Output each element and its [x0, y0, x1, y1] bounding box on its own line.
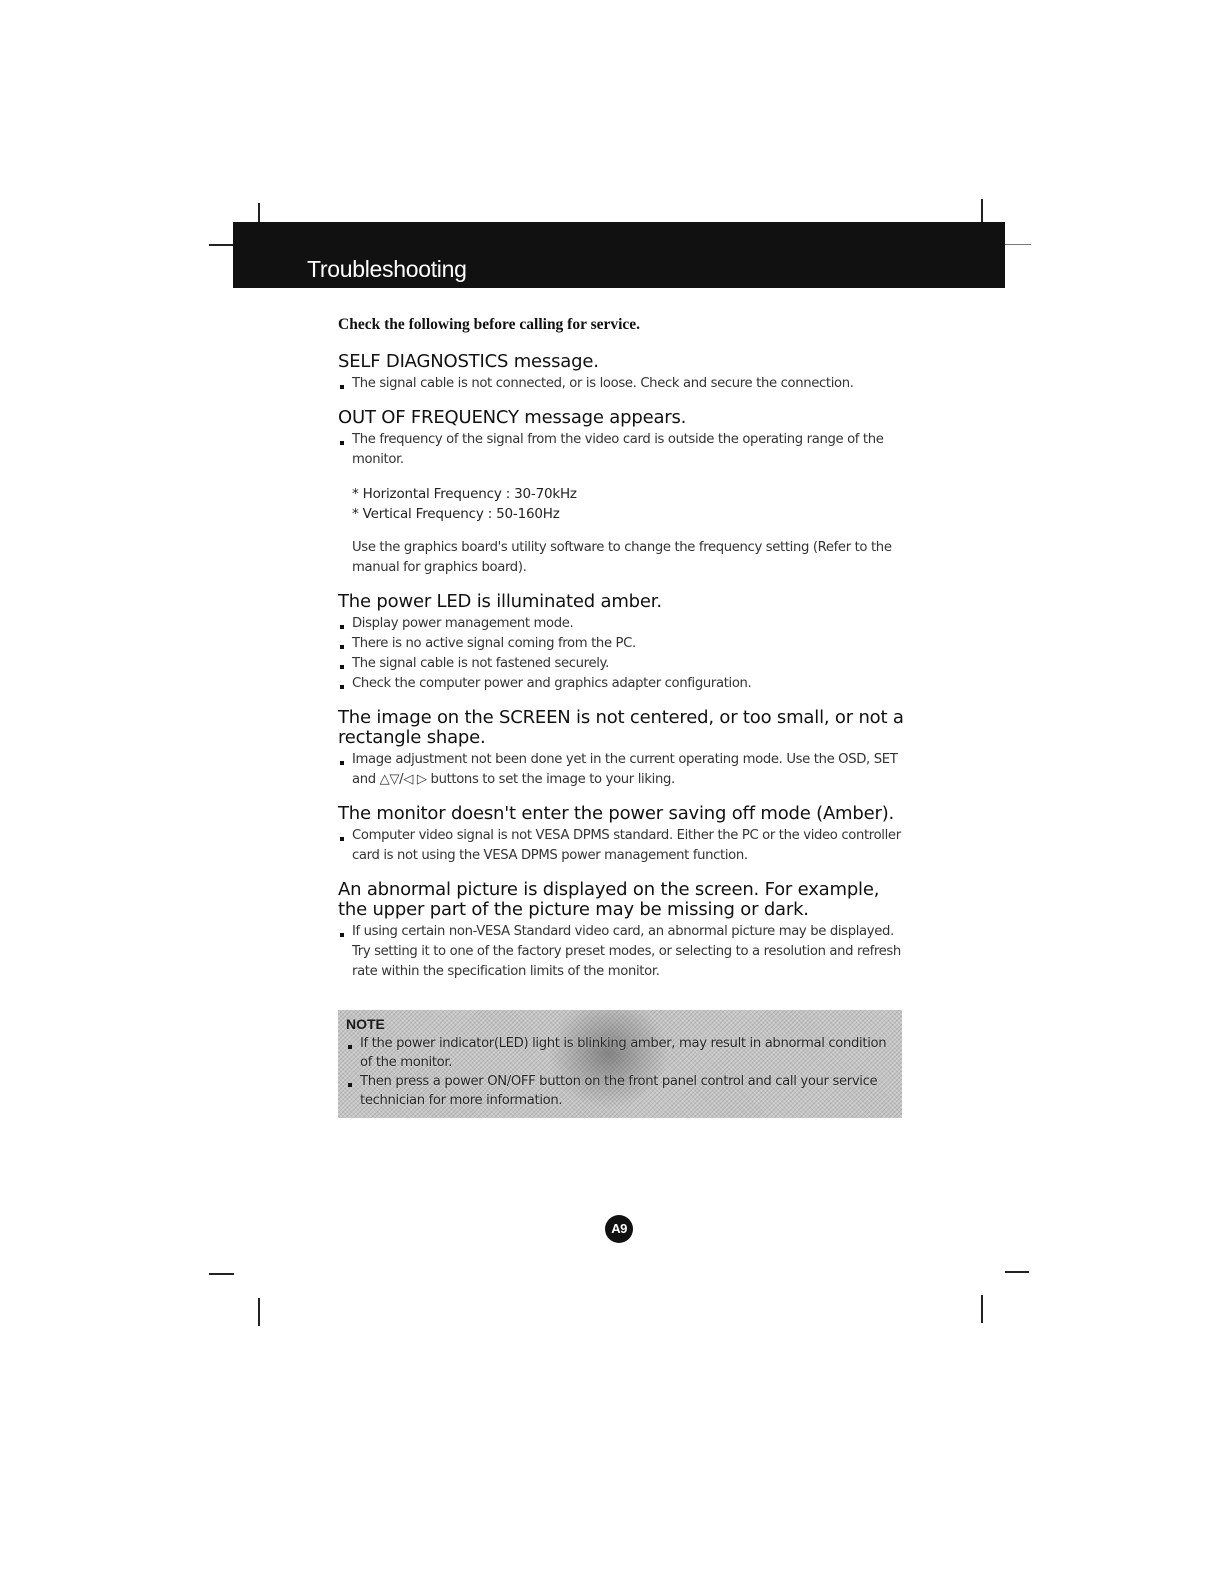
bullet-item: Computer video signal is not VESA DPMS standard. Either the PC or the video controller card is not using the VESA DPMS power management function.	[338, 826, 908, 866]
page-number-badge: A9	[605, 1215, 633, 1243]
crop-mark	[258, 1298, 260, 1326]
content	[338, 316, 908, 996]
section-heading: The image on the SCREEN is not centered, or too small, or not a rectangle shape.	[338, 707, 904, 748]
section-power-led-amber	[338, 592, 908, 694]
section-image-not-centered	[338, 708, 908, 790]
crop-mark	[209, 244, 233, 246]
section-heading: OUT OF FREQUENCY message appears.	[338, 407, 687, 428]
section-heading: An abnormal picture is displayed on the screen. For example, the upper part of the picture may be missing or dark.	[338, 879, 880, 920]
section-power-saving	[338, 804, 908, 866]
bullet-item: Display power management mode.	[338, 614, 908, 634]
crop-mark	[1005, 1271, 1029, 1273]
bullet-item: If using certain non-VESA Standard video card, an abnormal picture may be displayed. Try setting it to one of the factory preset modes, or selecting to a resolution and refresh rate within the specification limits of the monitor.	[338, 922, 908, 982]
spec-line: * Horizontal Frequency : 30-70kHz	[352, 486, 577, 502]
crop-mark	[209, 1273, 234, 1275]
crop-mark	[981, 1295, 983, 1323]
bullet-item: There is no active signal coming from the PC.	[338, 634, 908, 654]
bullet-item: Check the computer power and graphics adapter configuration.	[338, 674, 908, 694]
section-abnormal-picture	[338, 880, 908, 982]
header-bar	[233, 222, 1005, 288]
section-heading: The monitor doesn't enter the power saving off mode (Amber).	[338, 803, 895, 824]
note-bullet: If the power indicator(LED) light is blinking amber, may result in abnormal condition of the monitor.	[346, 1034, 894, 1072]
spec-line: * Vertical Frequency : 50-160Hz	[352, 506, 560, 522]
bullet-item: Image adjustment not been done yet in the current operating mode. Use the OSD, SET and △▽/◁ ▷ buttons to set the image to your liking.	[338, 750, 908, 790]
note-title: NOTE	[346, 1016, 385, 1032]
section-heading: SELF DIAGNOSTICS message.	[338, 351, 599, 372]
note-bullet: Then press a power ON/OFF button on the front panel control and call your service technician for more information.	[346, 1072, 894, 1110]
note-box	[338, 1010, 902, 1118]
section-self-diagnostics	[338, 352, 908, 394]
intro-text: Check the following before calling for service.	[338, 316, 641, 333]
bullet-item: The frequency of the signal from the video card is outside the operating range of the monitor.	[338, 430, 908, 470]
bullet-item: The signal cable is not fastened securely.	[338, 654, 908, 674]
page-title: Troubleshooting	[307, 256, 467, 282]
crop-mark	[258, 203, 260, 223]
bullet-item: The signal cable is not connected, or is loose. Check and secure the connection.	[338, 374, 908, 394]
paragraph: Use the graphics board's utility software to change the frequency setting (Refer to the manual for graphics board).	[352, 540, 892, 575]
section-heading: The power LED is illuminated amber.	[338, 591, 662, 612]
section-out-of-frequency	[338, 408, 908, 578]
crop-mark	[981, 199, 983, 223]
crop-mark	[1005, 244, 1031, 245]
